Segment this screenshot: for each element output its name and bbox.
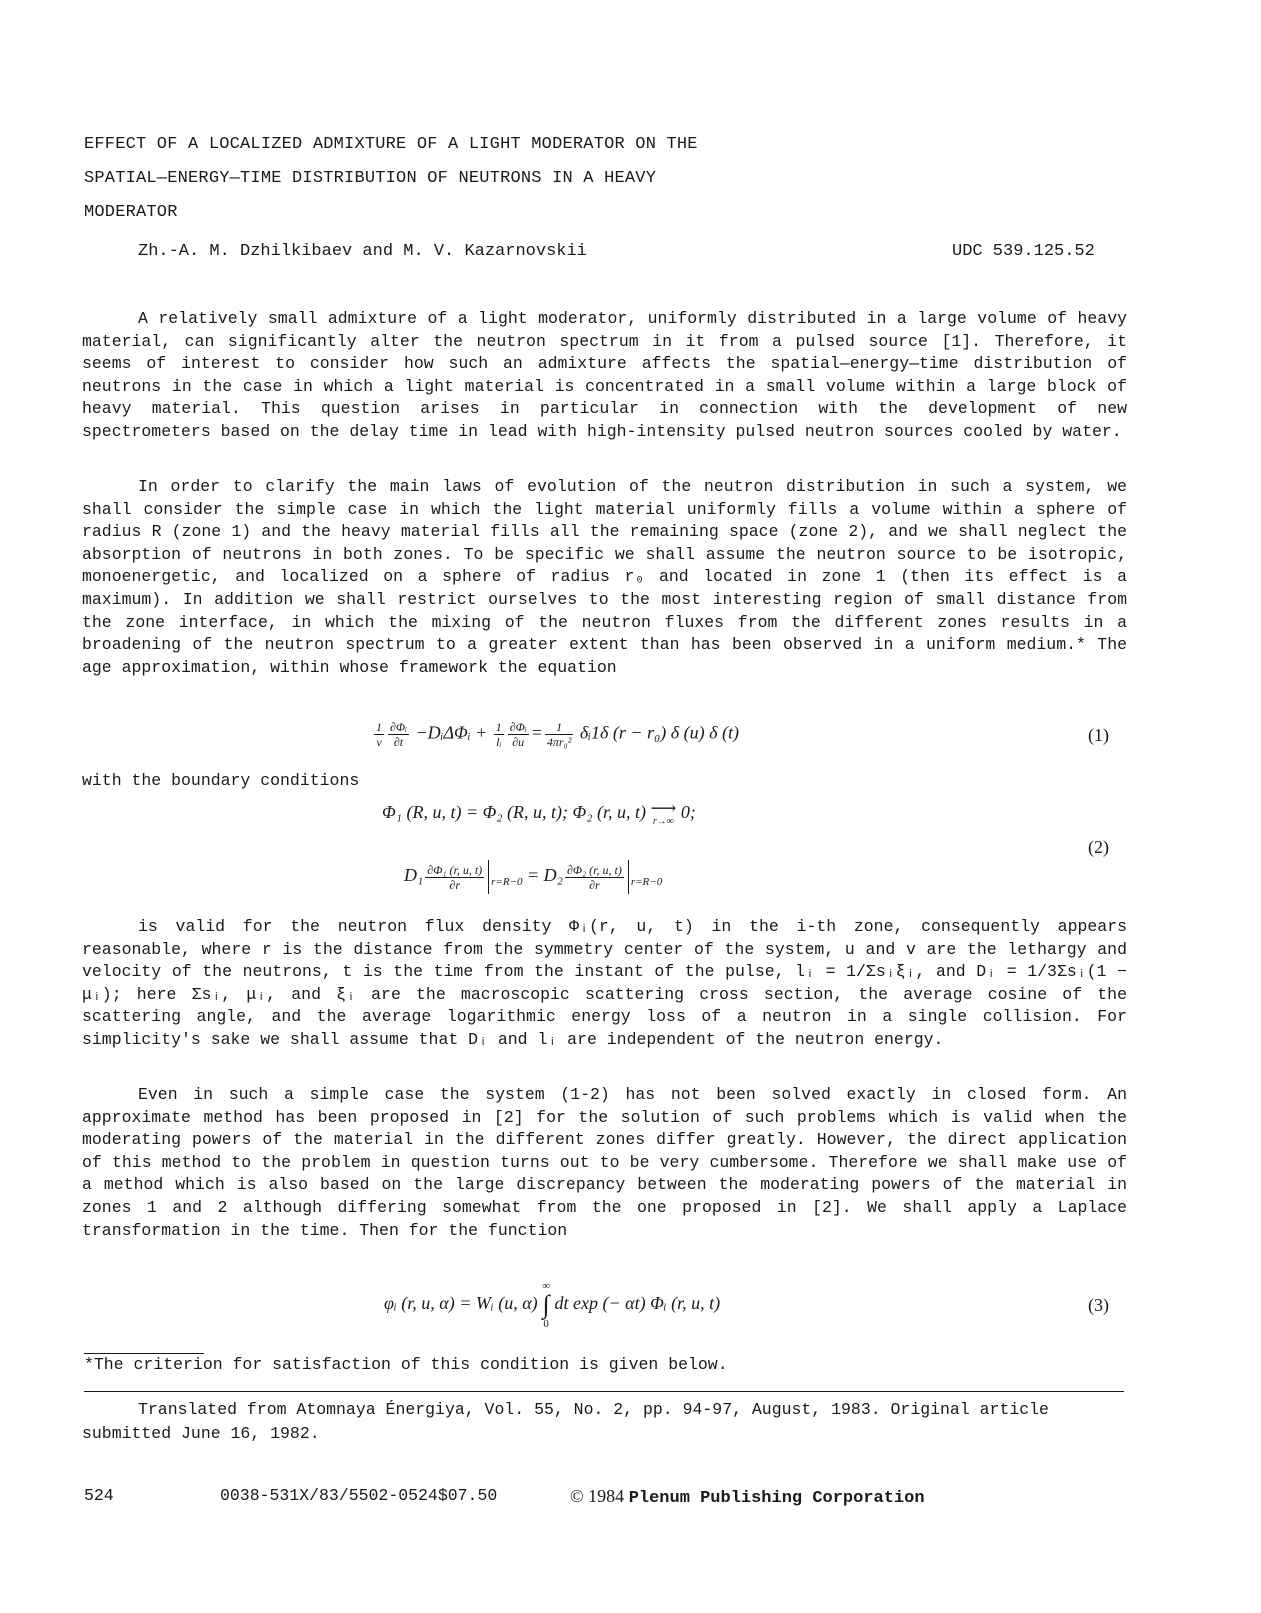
eq2-frac-1: $\frac{\text{∂Φ₁ (r, u, t)}}{\partial r}$ [427, 862, 483, 892]
equation-1-number: (1) [1088, 725, 1109, 745]
title-line-1: EFFECT OF A LOCALIZED ADMIXTURE OF A LIGHT MODERATOR ON THE [84, 135, 698, 154]
footer-rule [84, 1391, 1124, 1392]
copyright [570, 1486, 925, 1508]
paragraph-method: Even in such a simple case the system (1-2) has not been solved exactly in closed form. An approximate method has been proposed in [2] for the solution of such problems which is valid when the moderating powers of the material in the different zones differ greatly. However, the direct application of this method to the problem in question turns out to be very cumbersome. Therefore we shall make use of a method which is also based on the large discrepancy between the moderating powers of the material in zones 1 and 2 although differing somewhat from the one proposed in [2]. We shall apply a Laplace transformation in the time. Then for the function [82, 1085, 1127, 1240]
equation-2-number: (2) [1088, 837, 1109, 857]
equation-3: φᵢ (r, u, α) = Wᵢ (u, α) ∞ ∫ 0 dt exp (− αt) Φᵢ (r, u, t) [384, 1280, 721, 1330]
eq1-diffusion-term: −DᵢΔΦᵢ + [415, 722, 488, 743]
boundary-label: with the boundary conditions [82, 771, 360, 790]
integral-sign: ∞ ∫ 0 [542, 1280, 551, 1330]
title-line-3: MODERATOR [84, 203, 178, 222]
paragraph-definitions: is valid for the neutron flux density Φᵢ(r, u, t) in the i-th zone, consequently appears reasonable, where r is the distance from the symmetry center of the system, u and v are the lethargy and velocity of the neutrons, t is the time from the instant of the pulse, lᵢ = 1/Σsᵢξᵢ, and Dᵢ = 1/3Σsᵢ(1 − μᵢ); here Σsᵢ, μᵢ, and ξᵢ are the macroscopic scattering cross section, the average cosine of the scattering angle, and the average logarithmic energy loss of a neutron in a single collision. For simplicity's sake we shall assume that Dᵢ and lᵢ are independent of the neutron energy. [82, 917, 1127, 1049]
equation-3-number: (3) [1088, 1295, 1109, 1315]
eq1-frac-4: $\frac{\text{∂Φᵢ}}{\partial u}$ [509, 720, 527, 749]
publisher: Plenum Publishing Corporation [628, 1489, 925, 1508]
translation-note: Translated from Atomnaya Énergiya, Vol. 55, No. 2, pp. 94-97, August, 1983. Original article submitted June 16, 1982. [82, 1400, 1049, 1443]
equation-1 [372, 720, 739, 749]
eq1-frac-3: $\frac{1}{\text{lᵢ}}$ [495, 720, 502, 749]
eq1-frac-2: $\frac{\text{∂Φᵢ}}{\partial t}$ [390, 720, 407, 749]
footnote: *The criterion for satisfaction of this condition is given below. [84, 1355, 728, 1374]
eq1-frac-1: $\frac{1}{v}$ [376, 720, 382, 749]
equation-2-line-1: Φ₁ (R, u, t) = Φ₂ (R, u, t); Φ₂ (r, u, t) ⟶ r→∞ 0; [382, 798, 696, 827]
eq1-equals: = [530, 722, 543, 743]
article-title [84, 128, 984, 230]
eq1-source-term: δᵢ1δ (r − r₀) δ (u) δ (t) [579, 722, 740, 743]
eq2-frac-2: $\frac{\text{∂Φ₂ (r, u, t)}}{\partial r}$ [566, 862, 622, 892]
authors: Zh.-A. M. Dzhilkibaev and M. V. Kazarnovskii [138, 242, 587, 261]
eq1-frac-5: $\frac{1}{\text{4πr₀²}}$ [546, 720, 572, 749]
paragraph-setup: In order to clarify the main laws of evolution of the neutron distribution in such a system, we shall consider the simple case in which the light material uniformly fills a volume within a sphere of radius R (zone 1) and the heavy material fills all the remaining space (zone 2), and we shall neglect the absorption of neutrons in both zones. To be specific we shall assume the neutron source to be isotropic, monoenergetic, and localized on a sphere of radius r₀ and located in zone 1 (then its effect is a maximum). In addition we shall restrict ourselves to the most interesting region of small distance from the zone interface, in which the mixing of the neutron fluxes from the different zones results in a broadening of the neutron spectrum to a greater extent than has been observed in a uniform medium.* The age approximation, within whose framework the equation [82, 477, 1127, 677]
title-line-2: SPATIAL—ENERGY—TIME DISTRIBUTION OF NEUTRONS IN A HEAVY [84, 169, 657, 188]
page-number: 524 [84, 1486, 114, 1505]
limit-arrow: ⟶ r→∞ [650, 798, 677, 827]
journal-code: 0038-531X/83/5502-0524$07.50 [220, 1486, 498, 1505]
footnote-rule [84, 1353, 204, 1354]
copyright-year: © 1984 [570, 1486, 625, 1506]
equation-2-line-2: D₁ $\frac{\text{∂Φ₁ (r, u, t)}}{\partial r}$ $_{r=R-0}$ = D₂ $\frac{\text{∂Φ₂ (r, u, t)}}{\partial r}$ $_{r=R-0}$ [404, 860, 662, 894]
paragraph-intro: A relatively small admixture of a light moderator, uniformly distributed in a large volume of heavy material, can significantly alter the neutron spectrum in it from a pulsed source [1]. Therefore, it seems of interest to consider how such an admixture affects the spatial—energy—time distribution of neutrons in the case in which a light material is concentrated in a small volume within a large block of heavy material. This question arises in particular in connection with the development of new spectrometers based on the delay time in lead with high-intensity pulsed neutron sources cooled by water. [82, 309, 1127, 441]
udc-code: UDC 539.125.52 [952, 242, 1095, 261]
